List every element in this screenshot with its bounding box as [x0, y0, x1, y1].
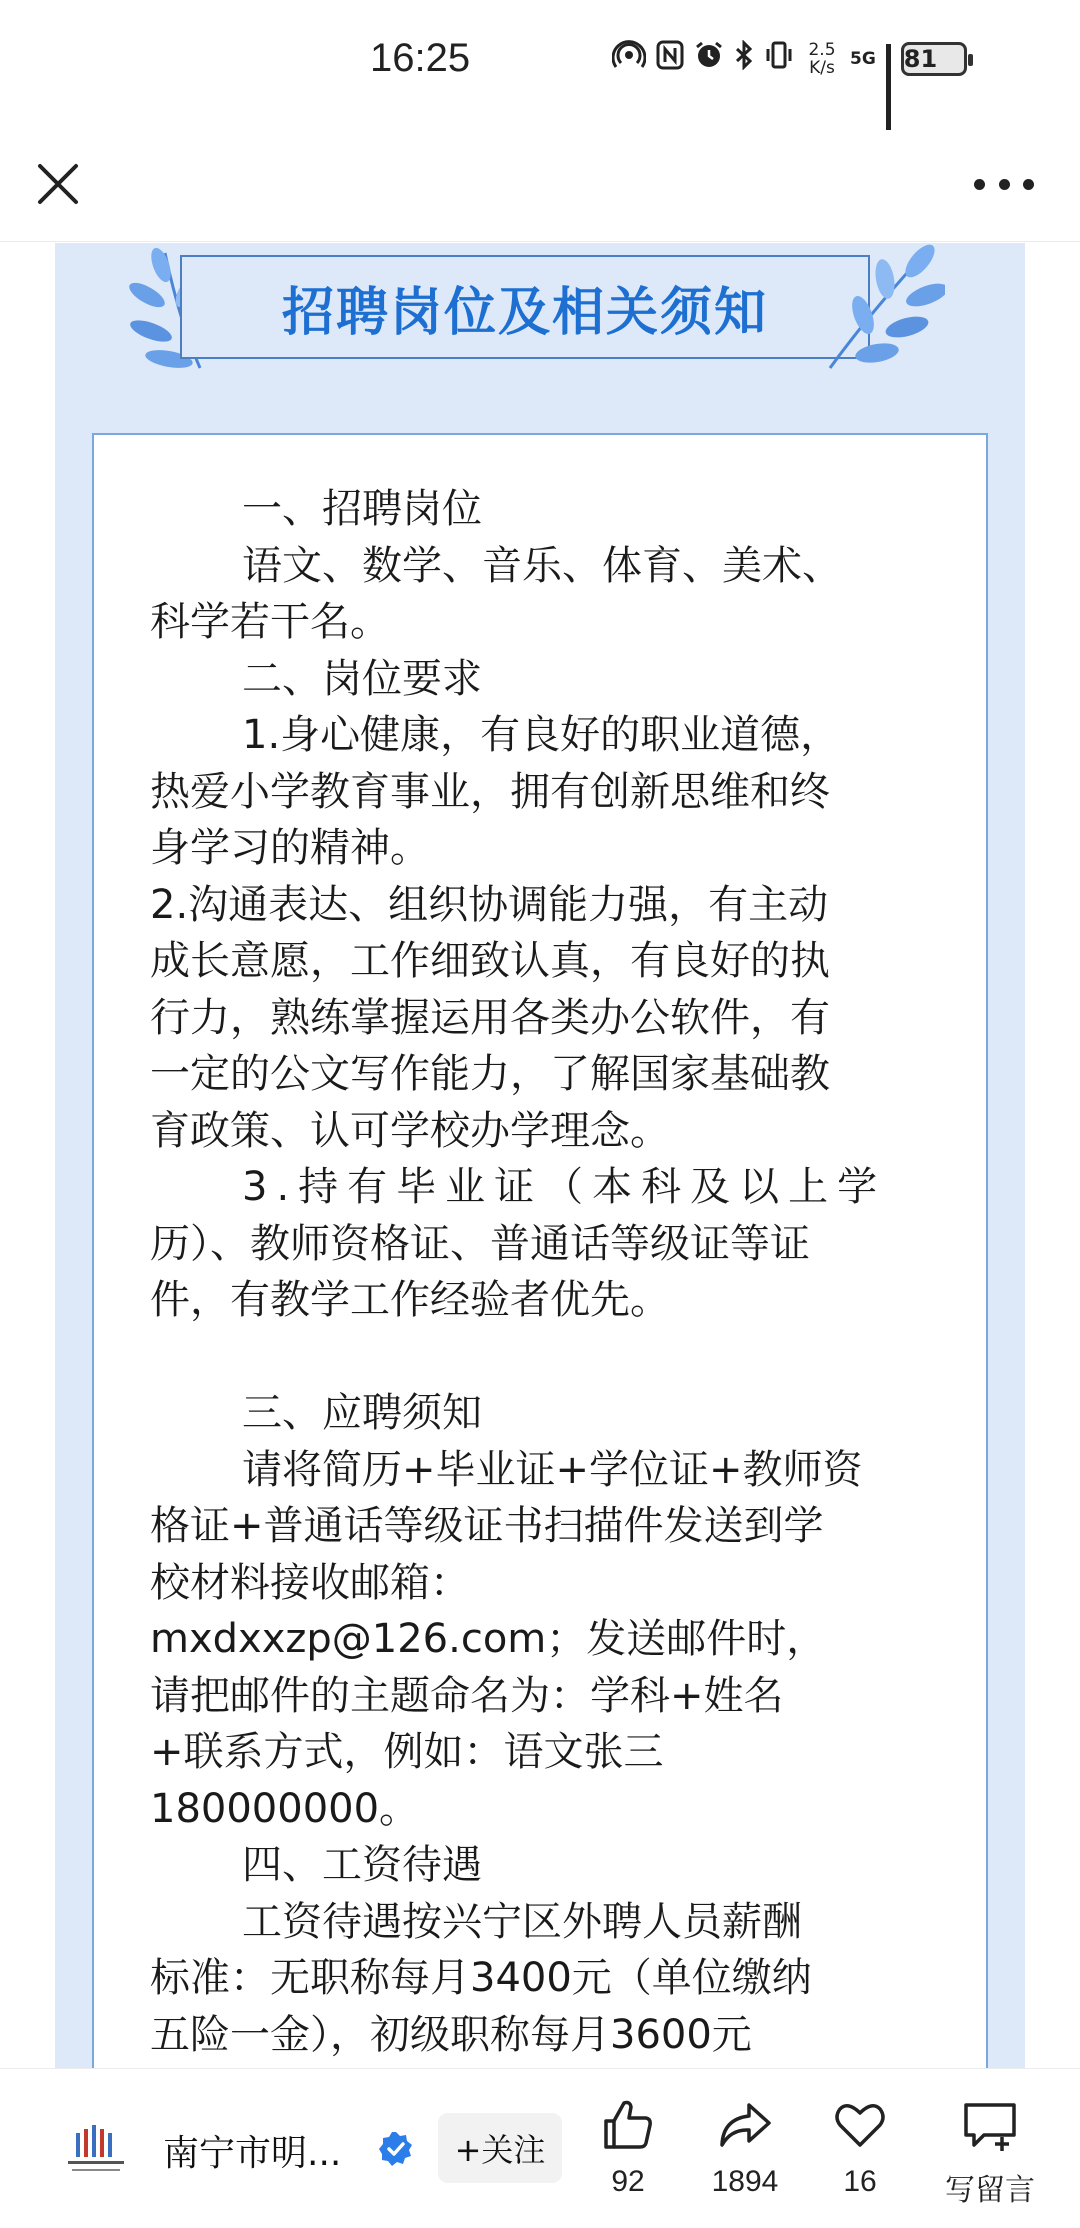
article-body[interactable]	[0, 243, 1080, 2068]
status-time: 16:25	[370, 36, 471, 80]
account-name[interactable]: 南宁市明...	[163, 2133, 342, 2174]
text-line: 身学习的精神。	[150, 825, 430, 871]
more-dot-icon	[999, 179, 1010, 190]
alarm-icon	[694, 40, 724, 78]
nav-bar	[0, 130, 1080, 242]
text-line: 格证+普通话等级证书扫描件发送到学	[150, 1503, 824, 1549]
net-speed	[804, 41, 840, 77]
share-count: 1894	[711, 2165, 779, 2198]
article-text	[150, 481, 940, 2063]
text-line: 育政策、认可学校办学理念。	[150, 1107, 670, 1154]
more-dot-icon	[1023, 179, 1034, 190]
text-line: 语文、数学、音乐、体育、美术、	[242, 542, 842, 589]
like-count: 92	[611, 2165, 645, 2198]
bottom-action-bar	[0, 2068, 1080, 2228]
net-speed-unit: K/s	[809, 58, 835, 78]
more-options-button[interactable]	[974, 174, 1034, 194]
close-icon	[28, 154, 88, 214]
text-line: 热爱小学教育事业，拥有创新思维和终	[150, 768, 830, 815]
text-line: 工资待遇按兴宁区外聘人员薪酬	[242, 1898, 802, 1945]
like-button[interactable]	[600, 2097, 656, 2199]
write-comment-label: 写留言	[945, 2174, 1035, 2207]
network-type: 5G	[850, 49, 876, 69]
account-logo-icon[interactable]	[60, 2123, 132, 2179]
text-line: 2.沟通表达、组织协调能力强，有主动	[150, 881, 829, 928]
text-line: 请将简历+毕业证+学位证+教师资	[242, 1446, 863, 1493]
thumbs-up-icon	[600, 2097, 656, 2153]
email-line[interactable]: mxdxxzp@126.com；发送邮件时，	[150, 1616, 827, 1662]
text-line: 校材料接收邮箱：	[150, 1559, 470, 1606]
text-line: 历）、教师资格证、普通话等级证等证	[150, 1220, 810, 1267]
blank-line	[150, 1329, 940, 1386]
heading-line: 三、应聘须知	[242, 1390, 482, 1436]
more-dot-icon	[974, 179, 985, 190]
text-line: 180000000。	[150, 1785, 420, 1832]
signal-icon	[886, 44, 891, 74]
write-comment-button[interactable]	[925, 2097, 1055, 2209]
status-bar	[0, 0, 1080, 130]
battery-level: 81	[903, 45, 938, 73]
text-line: 科学若干名。	[150, 599, 390, 645]
text-line: 1.身心健康，有良好的职业道德，	[242, 712, 841, 758]
battery-icon	[901, 42, 967, 76]
text-line: 成长意愿，工作细致认真，有良好的执	[150, 938, 830, 984]
follow-button[interactable]: +关注	[438, 2113, 562, 2183]
nfc-icon	[656, 40, 684, 78]
heading-line: 四、工资待遇	[242, 1842, 482, 1888]
text-line: 请把邮件的主题命名为：学科+姓名	[150, 1672, 784, 1719]
text-line: 一定的公文写作能力，了解国家基础教	[150, 1051, 830, 1097]
text-line: 件，有教学工作经验者优先。	[150, 1277, 670, 1323]
favorite-button[interactable]	[832, 2097, 888, 2199]
heading-line: 一、招聘岗位	[242, 486, 482, 532]
favorite-count: 16	[843, 2165, 877, 2198]
text-line: 五险一金），初级职称每月3600元	[150, 2011, 752, 2058]
net-speed-value: 2.5	[808, 40, 836, 60]
text-line: 3.持有毕业证（本科及以上学	[242, 1164, 887, 1210]
status-icons	[612, 40, 967, 78]
hotspot-icon	[612, 40, 646, 78]
share-arrow-icon	[717, 2097, 773, 2153]
verified-badge-icon	[378, 2131, 414, 2167]
bluetooth-icon	[734, 40, 754, 78]
text-line: +联系方式，例如：语文张三	[150, 1729, 664, 1775]
share-button[interactable]	[705, 2097, 785, 2199]
text-line: 行力，熟练掌握运用各类办公软件，有	[150, 994, 830, 1041]
leaf-decoration-right-icon	[815, 243, 945, 373]
section-title: 招聘岗位及相关须知	[281, 282, 768, 343]
comment-add-icon	[962, 2097, 1018, 2153]
close-button[interactable]	[28, 154, 88, 214]
heading-line: 二、岗位要求	[242, 655, 482, 702]
text-line: 标准：无职称每月3400元（单位缴纳	[150, 1955, 812, 2001]
section-header	[180, 255, 870, 359]
heart-icon	[832, 2097, 888, 2153]
vibrate-icon	[764, 40, 794, 78]
